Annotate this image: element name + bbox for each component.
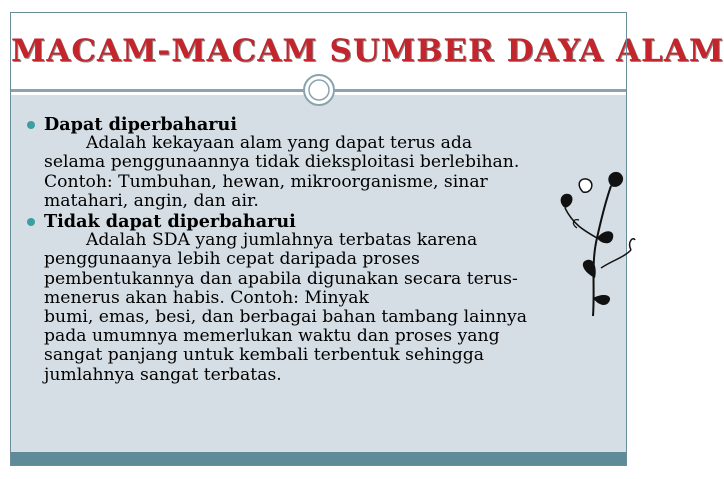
list-item-renewable	[22, 115, 602, 134]
text-line: Adalah kekayaan alam yang dapat terus ada	[86, 133, 473, 154]
item-heading: Dapat diperbaharui	[44, 114, 237, 135]
text-line: penggunaanya lebih cepat daripada proses	[44, 249, 420, 270]
bullet-icon	[27, 218, 35, 226]
item-description	[22, 231, 602, 385]
text-line: Contoh: Tumbuhan, hewan, mikroorganisme, sinar	[44, 171, 488, 192]
text-line: pada umumnya memerlukan waktu dan proses yang	[44, 326, 500, 347]
flower-decoration-icon	[553, 168, 635, 318]
text-line: sangat panjang untuk kembali terbentuk sehingga	[44, 345, 485, 366]
bullet-icon	[27, 121, 35, 129]
text-line: menerus akan habis. Contoh: Minyak	[44, 287, 369, 308]
item-description	[22, 134, 602, 211]
text-line: pembentukannya dan apabila digunakan secara terus-	[44, 268, 518, 289]
slide-title: MACAM-MACAM SUMBER DAYA ALAM	[11, 33, 724, 69]
list-item-nonrenewable	[22, 212, 602, 231]
item-heading: Tidak dapat diperbaharui	[44, 211, 296, 233]
circle-ornament-icon	[300, 74, 338, 106]
text-line: matahari, angin, dan air.	[44, 190, 259, 211]
text-line: selama penggunaannya tidak dieksploitasi berlebihan.	[44, 152, 520, 173]
body-text	[22, 115, 602, 385]
text-line: jumlahnya sangat terbatas.	[44, 364, 282, 385]
text-line: Adalah SDA yang jumlahnya terbatas karena	[86, 230, 478, 251]
text-line: bumi, emas, besi, dan berbagai bahan tambang lainnya	[44, 307, 527, 328]
